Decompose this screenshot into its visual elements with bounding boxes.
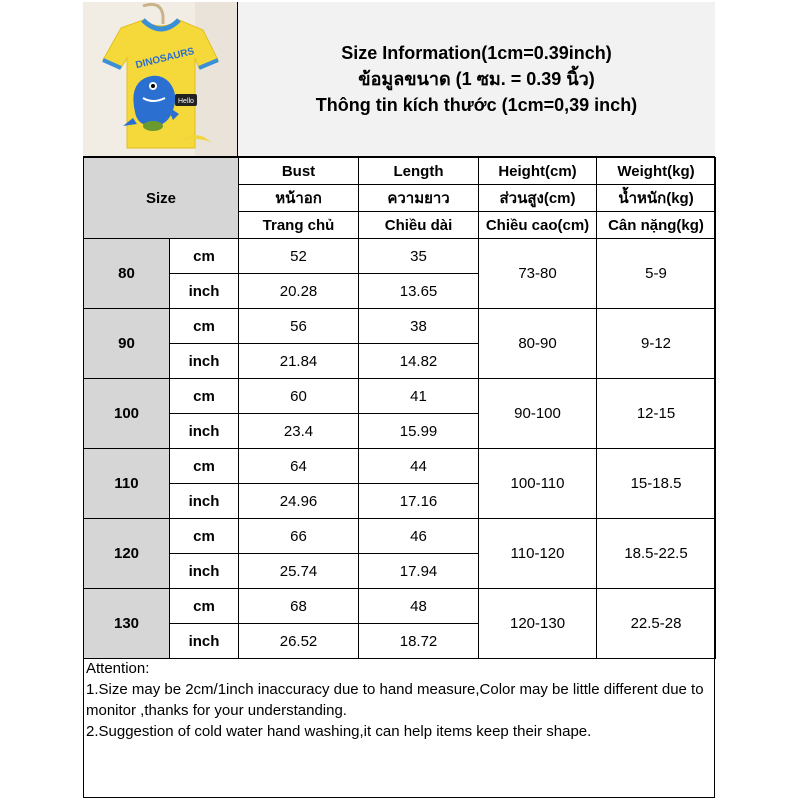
length-cm: 48	[359, 589, 479, 624]
column-header-height-th: ส่วนสูง(cm)	[479, 185, 597, 212]
size-value: 100	[84, 379, 170, 449]
notes-line-1: 1.Size may be 2cm/1inch inaccuracy due to hand measure,Color may be little different due to monitor ,thanks for your understanding.	[86, 681, 704, 719]
product-photo	[83, 2, 238, 157]
title-thai: ข้อมูลขนาด (1 ซม. = 0.39 นิ้ว)	[358, 69, 595, 89]
column-header-bust-th: หน้าอก	[239, 185, 359, 212]
column-header-weight-vi: Cân nặng(kg)	[597, 212, 716, 239]
attention-notes	[86, 658, 714, 742]
length-inch: 17.16	[359, 484, 479, 519]
shirt-badge-text: Hello	[178, 98, 194, 105]
unit-inch: inch	[170, 624, 239, 659]
bust-cm: 68	[239, 589, 359, 624]
length-cm: 44	[359, 449, 479, 484]
length-inch: 15.99	[359, 414, 479, 449]
bust-cm: 60	[239, 379, 359, 414]
size-value: 110	[84, 449, 170, 519]
bust-cm: 64	[239, 449, 359, 484]
column-header-length-vi: Chiều dài	[359, 212, 479, 239]
unit-cm: cm	[170, 239, 239, 274]
title-english: Size Information(1cm=0.39inch)	[341, 43, 612, 63]
height-range: 110-120	[479, 519, 597, 589]
weight-range: 18.5-22.5	[597, 519, 716, 589]
unit-inch: inch	[170, 554, 239, 589]
shirt-print-text: DINOSAURS	[134, 45, 196, 72]
table-row	[84, 379, 716, 414]
bust-cm: 66	[239, 519, 359, 554]
title-vietnamese: Thông tin kích thước (1cm=0,39 inch)	[315, 95, 638, 115]
unit-cm: cm	[170, 379, 239, 414]
table-row	[84, 449, 716, 484]
unit-inch: inch	[170, 344, 239, 379]
column-header-bust-en: Bust	[239, 158, 359, 185]
bust-inch: 23.4	[239, 414, 359, 449]
length-inch: 18.72	[359, 624, 479, 659]
table-row	[84, 239, 716, 274]
length-cm: 46	[359, 519, 479, 554]
size-value: 120	[84, 519, 170, 589]
notes-heading: Attention:	[86, 660, 150, 677]
unit-inch: inch	[170, 484, 239, 519]
length-cm: 35	[359, 239, 479, 274]
column-header-height-vi: Chiều cao(cm)	[479, 212, 597, 239]
bust-inch: 26.52	[239, 624, 359, 659]
column-header-weight-en: Weight(kg)	[597, 158, 716, 185]
tshirt-illustration	[83, 2, 238, 157]
size-value: 80	[84, 239, 170, 309]
weight-range: 22.5-28	[597, 589, 716, 659]
length-cm: 41	[359, 379, 479, 414]
bust-inch: 25.74	[239, 554, 359, 589]
weight-range: 9-12	[597, 309, 716, 379]
length-inch: 17.94	[359, 554, 479, 589]
column-header-length-en: Length	[359, 158, 479, 185]
height-range: 120-130	[479, 589, 597, 659]
size-table	[83, 157, 716, 659]
unit-cm: cm	[170, 589, 239, 624]
bust-inch: 20.28	[239, 274, 359, 309]
bust-cm: 56	[239, 309, 359, 344]
column-header-height-en: Height(cm)	[479, 158, 597, 185]
unit-cm: cm	[170, 519, 239, 554]
column-header-weight-th: น้ำหนัก(kg)	[597, 185, 716, 212]
bust-inch: 24.96	[239, 484, 359, 519]
bust-cm: 52	[239, 239, 359, 274]
title-block	[238, 2, 715, 157]
notes-line-2: 2.Suggestion of cold water hand washing,it can help items keep their shape.	[86, 723, 592, 740]
height-range: 90-100	[479, 379, 597, 449]
length-inch: 13.65	[359, 274, 479, 309]
length-inch: 14.82	[359, 344, 479, 379]
table-row	[84, 519, 716, 554]
table-row	[84, 589, 716, 624]
length-cm: 38	[359, 309, 479, 344]
height-range: 80-90	[479, 309, 597, 379]
height-range: 73-80	[479, 239, 597, 309]
column-header-bust-vi: Trang chủ	[239, 212, 359, 239]
unit-cm: cm	[170, 309, 239, 344]
size-header: Size	[84, 158, 239, 239]
weight-range: 5-9	[597, 239, 716, 309]
size-value: 130	[84, 589, 170, 659]
size-value: 90	[84, 309, 170, 379]
weight-range: 12-15	[597, 379, 716, 449]
table-row	[84, 309, 716, 344]
weight-range: 15-18.5	[597, 449, 716, 519]
unit-cm: cm	[170, 449, 239, 484]
column-header-length-th: ความยาว	[359, 185, 479, 212]
height-range: 100-110	[479, 449, 597, 519]
bust-inch: 21.84	[239, 344, 359, 379]
unit-inch: inch	[170, 414, 239, 449]
unit-inch: inch	[170, 274, 239, 309]
